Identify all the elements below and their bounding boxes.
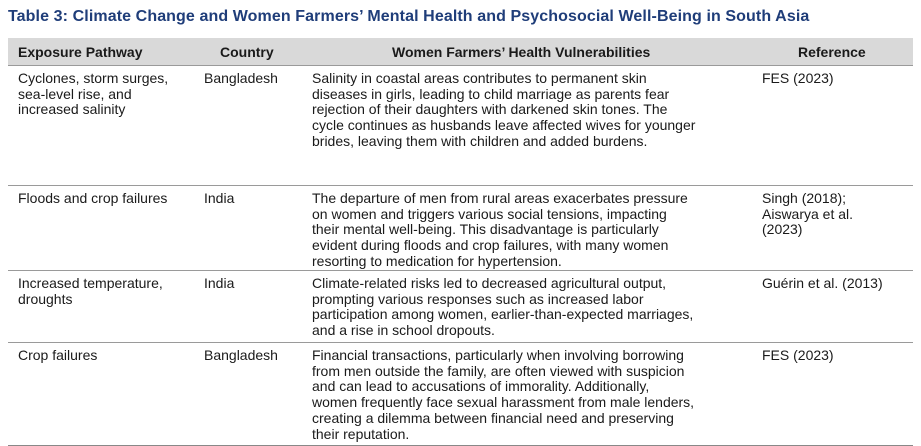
cell-country: India [204,275,235,291]
cell-line: increased salinity [18,101,126,118]
table-row [8,343,913,445]
cell-line: FES (2023) [762,347,834,363]
cell-line: FES (2023) [762,70,834,86]
table-row [8,66,913,186]
cell-exposure-pathway [8,186,204,270]
cell-line: Singh (2018); [762,190,847,206]
cell-health-vulnerabilities [312,186,762,270]
climate-women-table [8,38,913,446]
cell-line: sea-level rise, and [18,85,132,102]
cell-line: Financial transactions, particularly when involving borrowing [312,347,684,363]
cell-line: The departure of men from rural areas exacerbates pressure [312,190,688,206]
cell-line: creating a dilemma between financial need and preserving [312,409,674,426]
cell-line: women frequently face sexual harassment from male lenders, [312,394,695,411]
cell-line: on women and triggers various social tensions, impacting [312,205,667,222]
cell-reference [762,271,913,342]
header-reference: Reference [798,43,866,60]
cell-line: Guérin et al. (2013) [762,275,883,291]
cell-exposure-pathway [8,271,204,342]
cell-line: Aiswarya et al. [762,205,854,222]
header-health-vulnerabilities: Women Farmers’ Health Vulnerabilities [392,43,651,60]
cell-line: from men outside the family, are often viewed with suspicion [312,362,685,379]
cell-reference [762,186,913,270]
table-title: Table 3: Climate Change and Women Farmers’ Mental Health and Psychosocial Well-Being in South Asia [8,8,810,25]
table-row [8,186,913,271]
cell-line: Crop failures [18,347,98,363]
cell-line: Salinity in coastal areas contributes to permanent skin [312,70,647,86]
cell-country: India [204,190,235,206]
cell-line: Climate-related risks led to decreased agricultural output, [312,275,667,291]
cell-country: Bangladesh [204,347,278,363]
cell-reference [762,343,913,445]
cell-line: diseases in girls, leading to child marriage as parents fear [312,85,670,102]
cell-line: Floods and crop failures [18,190,168,206]
table-row [8,271,913,343]
cell-line: rejection of their daughters with darkened skin tones. The [312,101,668,118]
cell-line: Increased temperature, [18,275,163,291]
cell-line: resorting to medication for hypertension. [312,252,562,269]
cell-exposure-pathway [8,343,204,445]
cell-health-vulnerabilities [312,343,762,445]
cell-line: (2023) [762,221,803,238]
cell-health-vulnerabilities [312,66,762,185]
cell-exposure-pathway [8,66,204,185]
header-exposure-pathway: Exposure Pathway [18,43,143,60]
cell-line: their reputation. [312,425,410,442]
cell-health-vulnerabilities [312,271,762,342]
cell-line: evident during floods and crop failures, with many women [312,237,669,254]
cell-line: and can lead to accusations of immorality. Additionally, [312,378,650,395]
cell-line: prompting various responses such as increased labor [312,290,644,307]
cell-line: cycle continues as husbands leave affected wives for younger [312,117,696,134]
cell-line: droughts [18,290,73,307]
cell-line: their mental well-being. This disadvantage is particularly [312,221,659,238]
cell-reference [762,66,913,185]
cell-country: Bangladesh [204,70,278,86]
cell-line: brides, leaving them with children and added burdens. [312,132,648,149]
header-country: Country [220,43,274,60]
table-header-row [8,38,913,66]
cell-line: and a rise in school dropouts. [312,322,495,339]
cell-line: Cyclones, storm surges, [18,70,169,86]
cell-line: participation among women, earlier-than-expected marriages, [312,306,694,323]
